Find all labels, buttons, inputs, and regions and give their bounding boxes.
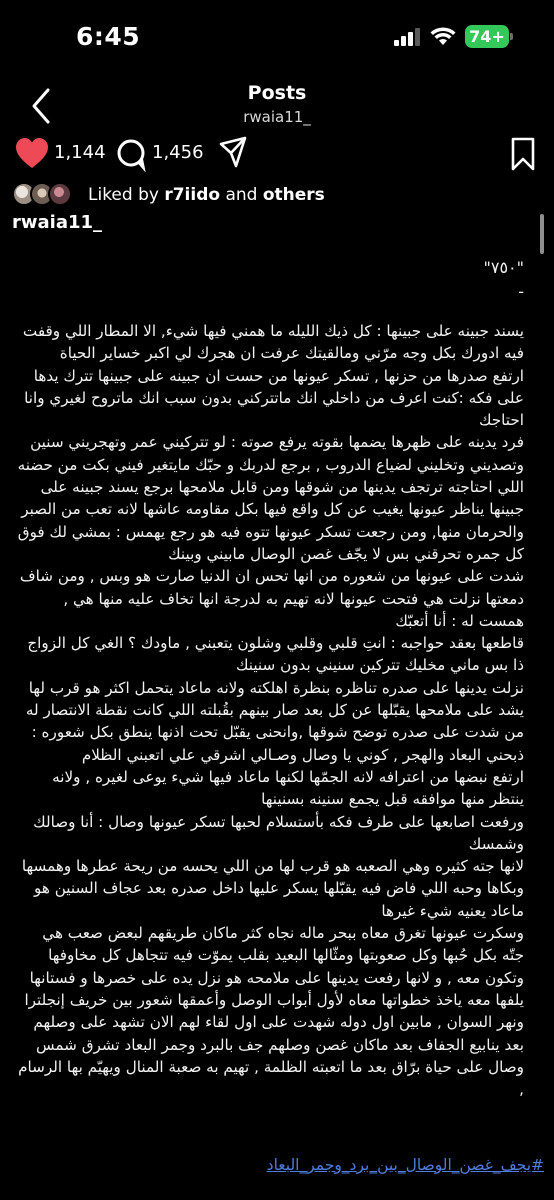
- share-icon[interactable]: [218, 136, 248, 172]
- page-subtitle: rwaia11_: [243, 108, 311, 126]
- wifi-icon: [430, 26, 456, 46]
- status-bar: [0, 0, 554, 64]
- page-title: Posts: [247, 82, 307, 104]
- liked-by-prefix: Liked by: [88, 185, 165, 205]
- avatar: [48, 182, 72, 206]
- battery-level: 74+: [469, 27, 505, 46]
- caption-paragraph: ارتفع صدرها من حزنها , تسكر عيونها من حست ان جبينه على جبينها تترك يدها على فكه :كنت اعرف من داخلي انك ماتتركني بدون سبب انك ماتروح لغيري وانا احتاجك: [24, 366, 524, 430]
- battery-indicator: [465, 25, 509, 48]
- bookmark-icon[interactable]: [510, 136, 536, 172]
- liked-by-text: [88, 185, 325, 205]
- likes-count[interactable]: 1,144: [54, 142, 106, 163]
- cellular-signal-icon: [394, 28, 420, 46]
- heart-icon[interactable]: [14, 136, 50, 172]
- caption-paragraph: فرد يدينه على ظهرها يضمها بقوته يرفع صوته : لو تتركيني عمر وتهجريني سنين وتصديني وتخليني لضياع الدروب , برجع لدربك و حبّك مايتغير فيني بكت من حضنه اللي احتاجته ترتجف يدينها من شوقها ومن قابل ملامحها برجع يسند جبينه على جبينها يناظر عيونها يغيب عن كل واقع فيها بكل مقاومه عاشها لانه تعب من الصبر والحرمان منها, ومن رجعت تسكر عيونها تتوه فيه هو رجع يهمس : بمشي لك فوق كل جمره تحرقني بس لا يجّف غصن الوصال مابيني وبينك: [17, 433, 524, 563]
- caption-paragraph: وسكرت عيونها تغرق معاه ببحر ماله نجاه كثر ماكان طريقهم لبعض صعب هي جتّه بكل حُبها وكل صعوبتها ومثّالها البعيد بقلب يموّت فيه تتجاهل كل مخاوفها وتكون معه , و لانها رفعت يدينها على ملامحه هو نزل يده على خصرها و فستانها يلفها معه ياخذ خطواتها معاه لأول أبواب الوصل وأعمقها شعور بين خريف إنجلترا ونهر السوان , مابين اول دوله شهدت على اول لقاء لهم الان تشهد على وصلهم بعد ينابيع الجفاف بعد ماكان غصن وصلهم جف بالبرد وجمر البعاد تشرق شمس وصال على حياة برّاق بعد ما اتعبته الظلمة , تهيم به صعبة المنال ويهيّم بها الرسام ,: [18, 924, 524, 1099]
- caption-paragraph: ارتفع نبضها من اعترافه لانه الجمّها لكنها ماعاد فيها شيء يوعى لغيره , ولانه ينتظر منها موافقه قبل يجمع سنينه بسنينها: [52, 767, 524, 809]
- post-username[interactable]: rwaia11_: [12, 212, 103, 233]
- caption-dash: -: [518, 282, 524, 301]
- post-caption: [16, 320, 524, 1100]
- caption-paragraph: قاطعها بعقد حواجبه : انتِ قلبي وقلبي وشلون يتعبني , ماودك ؟ الغي كل الزواج ذا بس ماني مخليك تتركين سنيني بدون سنينك: [27, 634, 524, 675]
- caption-header: [16, 256, 524, 304]
- caption-paragraph: يسند جبينه على جبينها : كل ذيك الليله ما همني فيها شيء, الا المطار اللي وقفت فيه ادورك بكل وجه مرّني ومالقيتك عرفت ان هجرك لي اكبر خساير الحياة: [22, 322, 524, 363]
- top-navigation: [0, 64, 554, 134]
- liked-by-user[interactable]: r7iido: [164, 185, 221, 205]
- hashtag-link[interactable]: #يجف_غصن_الوصال_بين_برد_وجمر_البعاد: [266, 1156, 544, 1174]
- scrollbar[interactable]: [540, 214, 544, 254]
- caption-paragraph: نزلت يدينها على صدره تناظره بنظرة اهلكته ولانه ماعاد يتحمل اكثر هو قرب لها يشد على ملامحها يقبّلها عن كل بعد صار بينهم بقُبلته اللي كانت نقطة الانتصار له من شدت على صدره توضح شوقها ,وانحنى يقبّل تحت اذنها ينطق بكل شعوره : ذبحني البعاد والهجر , كوني يا وصال وصـالي اشرقي علي اتعبني الظلام: [25, 678, 524, 764]
- liked-by-and: and: [220, 185, 263, 205]
- post-actions: [0, 136, 554, 174]
- caption-paragraph: شدت على عيونها من شعوره من انها تحس ان الدنيا صارت هو وبس , ومن شاف دمعتها نزلت هي فتحت عيونها لانه تهيم به لدرجة انها تخاف عليه منها هي , همست له : أنا أتعبّك: [19, 567, 524, 630]
- caption-paragraph: ورفعت اصابعها على طرف فكه بأستسلام لحبها تسكر عيونها وصال : أنا وصالك وشمسك: [33, 812, 524, 853]
- comment-icon[interactable]: [116, 136, 148, 172]
- status-time: 6:45: [76, 22, 141, 51]
- caption-paragraph: لانها جته كثيره وهي الصعبه هو قرب لها من اللي يحسه من ريحة عطرها وهمسها وبكاها وحبه اللي فاض فيه يقبّلها يسكر عليها داخل صدره بعد عجاف السنين هو ماعاد يعنيه شيء غيرها: [21, 857, 524, 920]
- caption-title: "٧٥٠": [483, 258, 524, 277]
- comments-count[interactable]: 1,456: [152, 142, 204, 163]
- liked-by-others[interactable]: others: [262, 185, 325, 205]
- liked-by-row[interactable]: [12, 180, 532, 212]
